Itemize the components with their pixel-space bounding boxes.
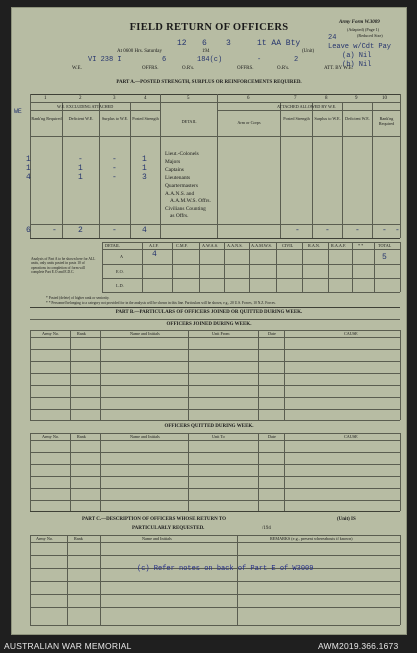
- detail-row-a: A: [120, 254, 124, 259]
- header-deficient-right: Deficient W.E.: [345, 116, 370, 121]
- row1-margin: 1: [26, 155, 31, 164]
- top-right-a: (a) Nil: [342, 52, 372, 60]
- col-num-4: 4: [144, 96, 147, 101]
- header-deficient: Deficient W.E.: [68, 116, 94, 121]
- row2-posted: 1: [142, 164, 147, 173]
- part-a-heading: PART A.—POSTED STRENGTH, SURPLUS OR REINFORCEMENTS REQUIRED.: [116, 80, 302, 85]
- rank-as-offrs: as Offrs.: [170, 213, 189, 219]
- offrs2-count: -: [257, 56, 262, 64]
- joined-col-cause: CAUSE: [344, 331, 358, 336]
- detail-a-aif: 4: [152, 250, 157, 259]
- row2-deficient: 1: [78, 164, 83, 173]
- top-right-leave: Leave w/Cdt Pay: [328, 43, 392, 51]
- joined-col-army-no: Army No.: [42, 331, 59, 336]
- attached-allowed-header: ATTACHED ALLOWED BY W.E.: [277, 104, 337, 109]
- form-sheet: [11, 7, 407, 635]
- margin-we-note: WE: [14, 108, 22, 115]
- detail-col-aif: A.I.F.: [149, 243, 159, 248]
- detail-col-ran: R.A.N.: [308, 243, 320, 248]
- row1-posted: 1: [142, 155, 147, 164]
- detail-row-eo: E.O.: [116, 269, 124, 274]
- quitted-col-name: Name and Initials: [130, 434, 160, 439]
- header-arm-corps: Arm or Corps: [237, 120, 261, 125]
- right-dash-3: -: [355, 226, 360, 235]
- header-detail: DETAIL: [181, 119, 197, 124]
- header-surplus: Surplus to W.E.: [101, 116, 129, 121]
- date-year: 3: [226, 39, 231, 48]
- col-num-10: 10: [382, 96, 387, 101]
- form-title: FIELD RETURN OF OFFICERS: [129, 22, 289, 33]
- we-reference: VI 238 I: [88, 56, 122, 64]
- part-b-heading: PART B.—PARTICULARS OF OFFICERS JOINED OR QUITTED DURING WEEK.: [115, 310, 303, 315]
- joined-col-name: Name and Initials: [130, 331, 160, 336]
- detail-col-detail: DETAIL: [105, 243, 120, 248]
- part-c-col-army-no: Army No.: [36, 536, 53, 541]
- right-dash-1: -: [295, 226, 300, 235]
- joined-heading: OFFICERS JOINED DURING WEEK.: [166, 322, 252, 327]
- footer-credit: AUSTRALIAN WAR MEMORIAL: [4, 641, 132, 651]
- offrs-count: 6: [162, 56, 167, 64]
- header-posted-strength-right: Posted Strength: [283, 116, 310, 121]
- date-month: 6: [202, 39, 207, 48]
- quitted-col-unit-to: Unit To: [212, 434, 225, 439]
- rank-lt-col: Lieut.-Colonels: [165, 151, 199, 157]
- quitted-col-army-no: Army No.: [42, 434, 59, 439]
- rank-lieutenants: Lieutenants: [165, 175, 191, 181]
- form-number-adapted: (Adapted) (Page 1): [347, 27, 380, 32]
- col-num-6: 6: [247, 96, 250, 101]
- detail-col-civil: CIVIL: [282, 243, 294, 248]
- row3-surplus: -: [112, 173, 117, 182]
- part-c-col-name: Name and Initials: [142, 536, 172, 541]
- row3-posted: 3: [142, 173, 147, 182]
- detail-col-awas: A.W.A.S.: [202, 243, 219, 248]
- part-c-date: /194: [262, 526, 271, 531]
- col-num-8: 8: [325, 96, 328, 101]
- total-surplus: -: [112, 226, 117, 235]
- rank-civilians: Civilians Counting: [165, 206, 206, 212]
- row2-margin: 1: [26, 164, 31, 173]
- row3-deficient: 1: [78, 173, 83, 182]
- year-label: 194: [202, 49, 210, 54]
- col-num-9: 9: [355, 96, 358, 101]
- header-posted-strength: Posted Strength: [132, 116, 159, 121]
- detail-a-total: 5: [382, 253, 387, 262]
- total-posted: 4: [142, 226, 147, 235]
- detail-col-aans: A.A.N.S.: [227, 243, 243, 248]
- header-ranking-required-right: Rank'ng Required: [378, 116, 395, 126]
- ors-label: O.R's.: [182, 66, 195, 71]
- rank-quartermasters: Quartermasters: [165, 183, 198, 189]
- col-num-5: 5: [187, 96, 190, 101]
- att-by-we-label: ATT. BY W.E.: [324, 66, 354, 71]
- form-number: Army Form W.3009: [339, 20, 380, 25]
- ors2-count: 2: [294, 56, 299, 64]
- ors2-label: O.R's.: [277, 66, 290, 71]
- joined-col-unit-from: Unit From: [212, 331, 230, 336]
- row1-deficient: -: [78, 155, 83, 164]
- detail-col-raaf: R.A.A.F.: [331, 243, 347, 248]
- part-c-heading: PART C.—DESCRIPTION OF OFFICERS WHOSE RETURN TO: [82, 517, 227, 522]
- part-c-requested: PARTICULARLY REQUESTED.: [132, 526, 205, 531]
- at-hours-label: At 0600 Hrs. Saturday: [117, 49, 162, 54]
- joined-col-date: Date: [268, 331, 276, 336]
- rank-captains: Captains: [165, 167, 184, 173]
- row3-margin: 4: [26, 173, 31, 182]
- top-right-number: 24: [328, 34, 337, 42]
- rank-majors: Majors: [165, 159, 181, 165]
- total-ranking: -: [52, 226, 57, 235]
- right-dash-5: -: [395, 226, 400, 235]
- we-label: W.E.: [72, 66, 82, 71]
- quitted-col-date: Date: [268, 434, 276, 439]
- detail-col-other: * *: [358, 243, 364, 248]
- detail-row-ld: L.D.: [116, 283, 124, 288]
- part-c-col-rank: Rank: [74, 536, 83, 541]
- row2-surplus: -: [112, 164, 117, 173]
- header-surplus-right: Surplus to W.E.: [314, 116, 341, 121]
- col-num-7: 7: [294, 96, 297, 101]
- header-ranking-required: Rank'ng Required: [31, 116, 62, 121]
- right-dash-2: -: [325, 226, 330, 235]
- quitted-col-rank: Rank: [77, 434, 86, 439]
- unit-label: (Unit): [302, 49, 315, 54]
- quitted-heading: OFFICERS QUITTED DURING WEEK.: [164, 424, 254, 429]
- part-c-unit: (Unit) IS: [337, 517, 356, 522]
- col-num-1: 1: [44, 96, 47, 101]
- part-c-col-remarks: REMARKS (e.g., present whereabouts if known): [270, 536, 353, 541]
- offrs-label: OFFRS.: [142, 66, 159, 71]
- footnote-2: * * Personnel belonging to a category not provided for in the analysis will be shown in this line. Particulars will be shown, e.g., 20 U.S. Forces, 10 N.Z. Forces.: [46, 301, 276, 305]
- detail-col-aamws: A.A.M.W.S.: [251, 243, 272, 248]
- date-day: 12: [177, 39, 187, 48]
- ors-count: 184(c): [197, 56, 223, 64]
- form-number-reduced: (Reduced Size): [357, 33, 383, 38]
- part-c-typed-note: (c) Refer notes on back of Part E of W3009: [137, 565, 314, 573]
- footnote-1: * Posted (delete) of higher rank or seniority.: [46, 296, 110, 300]
- total-deficient: 2: [78, 226, 83, 235]
- total-margin: 6: [26, 226, 31, 235]
- right-dash-4: -: [382, 226, 387, 235]
- detail-col-total: TOTAL: [378, 243, 392, 248]
- quitted-col-cause: CAUSE: [344, 434, 358, 439]
- col-num-3: 3: [113, 96, 116, 101]
- unit-name: 1t AA Bty: [257, 39, 301, 48]
- detail-col-cmf: C.M.F.: [176, 243, 188, 248]
- analysis-note: Analysis of Part A to be shown here for ALL units, only units posted in posts 10 of operations in completion of form will complete Part E.O and E.D.C.: [31, 257, 96, 275]
- rank-aans: A.A.N.S. and: [165, 191, 195, 197]
- col-num-2: 2: [79, 96, 82, 101]
- top-right-b: (b) Nil: [342, 61, 372, 69]
- we-excluding-header: W.E. EXCLUDING ATTACHED: [57, 104, 114, 109]
- footer-accession-number: AWM2019.366.1673: [318, 641, 399, 651]
- joined-col-rank: Rank: [77, 331, 86, 336]
- row1-surplus: -: [112, 155, 117, 164]
- rank-aamws: A.A.M.W.S. Offrs.: [170, 198, 211, 204]
- offrs2-label: OFFRS.: [237, 66, 254, 71]
